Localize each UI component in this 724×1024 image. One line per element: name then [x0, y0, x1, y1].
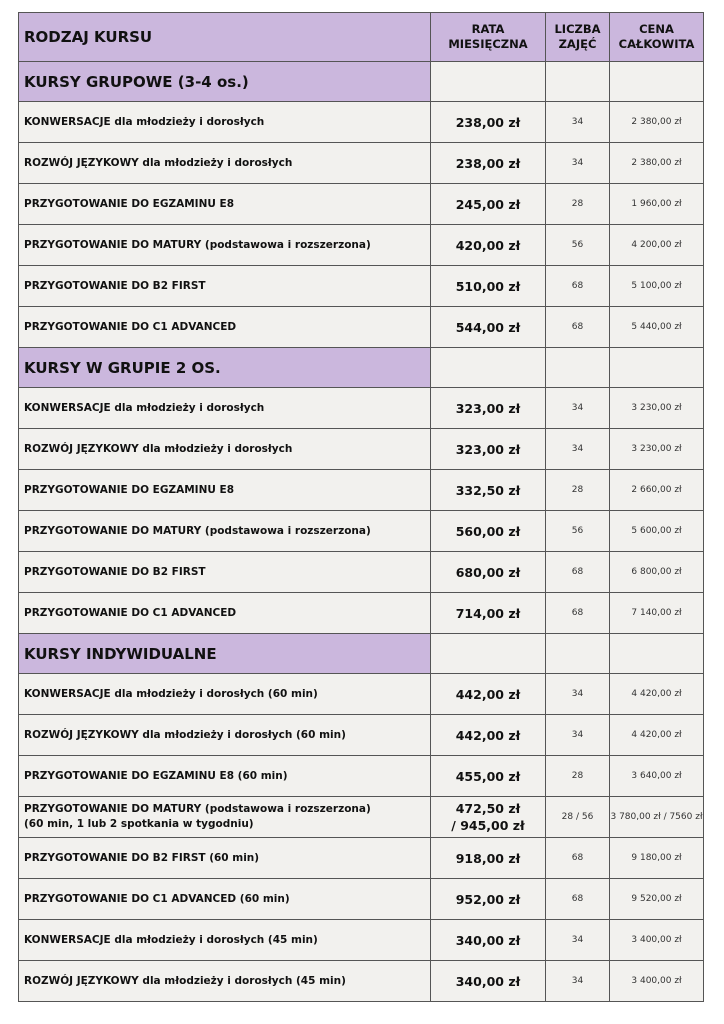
course-name: [19, 838, 431, 879]
header-course-type: RODZAJ KURSU: [19, 13, 431, 62]
course-name: [19, 184, 431, 225]
monthly-rate-line: 544,00 zł: [455, 319, 521, 335]
course-name-line: PRZYGOTOWANIE DO MATURY (podstawowa i rozszerzona): [24, 524, 371, 537]
header-lesson-count-line: LICZBA: [554, 22, 601, 36]
course-name-line: ROZWÓJ JĘZYKOWY dla młodzieży i dorosłych (45 min): [24, 974, 346, 987]
course-name-line: PRZYGOTOWANIE DO EGZAMINU E8: [24, 483, 235, 496]
header-monthly-rate-line: MIESIĘCZNA: [448, 37, 528, 51]
course-name-line: KONWERSACJE dla młodzieży i dorosłych (45 min): [24, 933, 318, 946]
total-price: 7 140,00 zł: [610, 593, 704, 634]
course-name-line: PRZYGOTOWANIE DO B2 FIRST: [24, 565, 206, 578]
monthly-rate: [431, 552, 546, 593]
total-price: 3 400,00 zł: [610, 920, 704, 961]
monthly-rate-line: 952,00 zł: [455, 891, 521, 907]
monthly-rate-line: / 945,00 zł: [451, 818, 525, 833]
course-name: [19, 593, 431, 634]
table-row: [19, 388, 704, 429]
monthly-rate: [431, 715, 546, 756]
header-monthly-rate: [431, 13, 546, 62]
course-name: [19, 797, 431, 838]
course-name-line: KONWERSACJE dla młodzieży i dorosłych (60 min): [24, 687, 318, 700]
section-blank-cell: [431, 634, 546, 674]
monthly-rate: [431, 307, 546, 348]
monthly-rate: [431, 143, 546, 184]
monthly-rate-line: 340,00 zł: [455, 932, 521, 948]
lesson-count: 34: [546, 429, 610, 470]
lesson-count: 68: [546, 838, 610, 879]
total-price: 4 420,00 zł: [610, 715, 704, 756]
monthly-rate: [431, 266, 546, 307]
course-name-line: PRZYGOTOWANIE DO B2 FIRST (60 min): [24, 851, 260, 864]
monthly-rate: [431, 102, 546, 143]
lesson-count: 68: [546, 552, 610, 593]
header-total-price-line: CENA: [639, 22, 674, 36]
table-row: [19, 552, 704, 593]
monthly-rate: [431, 511, 546, 552]
lesson-count: 28: [546, 756, 610, 797]
course-name: [19, 429, 431, 470]
course-name-line: PRZYGOTOWANIE DO MATURY (podstawowa i rozszerzona): [24, 238, 371, 251]
course-name-line: ROZWÓJ JĘZYKOWY dla młodzieży i dorosłych: [24, 156, 293, 169]
table-row: [19, 184, 704, 225]
monthly-rate: [431, 388, 546, 429]
course-name: [19, 552, 431, 593]
course-name-line: PRZYGOTOWANIE DO EGZAMINU E8 (60 min): [24, 769, 288, 782]
course-name-line: PRZYGOTOWANIE DO C1 ADVANCED (60 min): [24, 892, 290, 905]
section-blank-cell: [546, 62, 610, 102]
total-price: 4 200,00 zł: [610, 225, 704, 266]
course-name-line: PRZYGOTOWANIE DO EGZAMINU E8: [24, 197, 235, 210]
course-name: [19, 470, 431, 511]
course-name-line: ROZWÓJ JĘZYKOWY dla młodzieży i dorosłych: [24, 442, 293, 455]
table-row: [19, 674, 704, 715]
total-price: 9 180,00 zł: [610, 838, 704, 879]
table-row: [19, 225, 704, 266]
course-name: [19, 756, 431, 797]
monthly-rate-line: 442,00 zł: [455, 686, 521, 702]
monthly-rate-line: 510,00 zł: [455, 278, 521, 294]
course-name: [19, 715, 431, 756]
total-price: 2 380,00 zł: [610, 102, 704, 143]
section-blank-cell: [546, 348, 610, 388]
header-total-price: [610, 13, 704, 62]
total-price: 9 520,00 zł: [610, 879, 704, 920]
course-name: [19, 674, 431, 715]
header-lesson-count: [546, 13, 610, 62]
monthly-rate: [431, 797, 546, 838]
section-row: [19, 62, 704, 102]
total-price: 3 400,00 zł: [610, 961, 704, 1002]
course-name-line: KONWERSACJE dla młodzieży i dorosłych: [24, 401, 265, 414]
lesson-count: 34: [546, 920, 610, 961]
header-total-price-line: CAŁKOWITA: [618, 37, 695, 51]
header-lesson-count-line: ZAJĘĆ: [558, 37, 597, 51]
section-blank-cell: [610, 348, 704, 388]
monthly-rate-line: 238,00 zł: [455, 114, 521, 130]
monthly-rate-line: 245,00 zł: [455, 196, 521, 212]
total-price: 5 600,00 zł: [610, 511, 704, 552]
course-name-line: (60 min, 1 lub 2 spotkania w tygodniu): [24, 818, 254, 830]
lesson-count: 34: [546, 961, 610, 1002]
section-blank-cell: [610, 62, 704, 102]
monthly-rate: [431, 429, 546, 470]
monthly-rate-line: 714,00 zł: [455, 605, 521, 621]
total-price: 6 800,00 zł: [610, 552, 704, 593]
monthly-rate-line: 332,50 zł: [455, 482, 521, 498]
course-name: [19, 961, 431, 1002]
monthly-rate: [431, 674, 546, 715]
total-price: 1 960,00 zł: [610, 184, 704, 225]
total-price: 5 100,00 zł: [610, 266, 704, 307]
course-name: [19, 266, 431, 307]
lesson-count: 34: [546, 102, 610, 143]
total-price: 5 440,00 zł: [610, 307, 704, 348]
course-name: [19, 879, 431, 920]
table-row: [19, 756, 704, 797]
monthly-rate: [431, 920, 546, 961]
monthly-rate: [431, 756, 546, 797]
monthly-rate: [431, 879, 546, 920]
monthly-rate: [431, 961, 546, 1002]
course-name: [19, 388, 431, 429]
section-title: KURSY GRUPOWE (3-4 os.): [19, 62, 431, 102]
table-row: [19, 429, 704, 470]
lesson-count: 28: [546, 470, 610, 511]
table-row: [19, 920, 704, 961]
header-monthly-rate-line: RATA: [471, 22, 505, 36]
monthly-rate: [431, 184, 546, 225]
section-title: KURSY W GRUPIE 2 OS.: [19, 348, 431, 388]
course-name: [19, 143, 431, 184]
table-row: [19, 511, 704, 552]
lesson-count: 34: [546, 715, 610, 756]
lesson-count: 68: [546, 593, 610, 634]
table-row: [19, 593, 704, 634]
section-blank-cell: [610, 634, 704, 674]
total-price: 2 660,00 zł: [610, 470, 704, 511]
section-blank-cell: [431, 348, 546, 388]
course-name-line: PRZYGOTOWANIE DO C1 ADVANCED: [24, 320, 237, 333]
course-name-line: PRZYGOTOWANIE DO B2 FIRST: [24, 279, 206, 292]
lesson-count: 34: [546, 143, 610, 184]
total-price: 3 230,00 zł: [610, 388, 704, 429]
course-name-line: PRZYGOTOWANIE DO C1 ADVANCED: [24, 606, 237, 619]
monthly-rate: [431, 838, 546, 879]
section-row: [19, 634, 704, 674]
lesson-count: 68: [546, 879, 610, 920]
total-price: 3 230,00 zł: [610, 429, 704, 470]
monthly-rate-line: 560,00 zł: [455, 523, 521, 539]
course-name-line: ROZWÓJ JĘZYKOWY dla młodzieży i dorosłych (60 min): [24, 728, 346, 741]
monthly-rate-line: 420,00 zł: [455, 237, 521, 253]
total-price: 3 640,00 zł: [610, 756, 704, 797]
table-row: [19, 838, 704, 879]
lesson-count: 56: [546, 225, 610, 266]
lesson-count: 28: [546, 184, 610, 225]
monthly-rate-line: 323,00 zł: [455, 441, 521, 457]
monthly-rate-line: 442,00 zł: [455, 727, 521, 743]
course-name-line: PRZYGOTOWANIE DO MATURY (podstawowa i rozszerzona): [24, 803, 371, 815]
section-title: KURSY INDYWIDUALNE: [19, 634, 431, 674]
course-name: [19, 511, 431, 552]
section-row: [19, 348, 704, 388]
table-row: [19, 470, 704, 511]
table-row: [19, 797, 704, 838]
table-row: [19, 961, 704, 1002]
monthly-rate-line: 455,00 zł: [455, 768, 521, 784]
total-price: 2 380,00 zł: [610, 143, 704, 184]
monthly-rate-line: 472,50 zł: [455, 801, 521, 816]
course-name-line: KONWERSACJE dla młodzieży i dorosłych: [24, 115, 265, 128]
lesson-count: 28 / 56: [546, 797, 610, 838]
course-name: [19, 920, 431, 961]
lesson-count: 68: [546, 266, 610, 307]
course-name: [19, 102, 431, 143]
total-price: 4 420,00 zł: [610, 674, 704, 715]
table-row: [19, 307, 704, 348]
table-row: [19, 102, 704, 143]
monthly-rate-line: 323,00 zł: [455, 400, 521, 416]
section-blank-cell: [431, 62, 546, 102]
monthly-rate: [431, 593, 546, 634]
section-blank-cell: [546, 634, 610, 674]
price-table: [18, 12, 704, 1002]
course-name: [19, 225, 431, 266]
course-name: [19, 307, 431, 348]
monthly-rate-line: 340,00 zł: [455, 973, 521, 989]
lesson-count: 56: [546, 511, 610, 552]
lesson-count: 34: [546, 388, 610, 429]
table-row: [19, 266, 704, 307]
monthly-rate: [431, 225, 546, 266]
total-price: 3 780,00 zł / 7560 zł: [610, 797, 704, 838]
price-table-body: [19, 13, 704, 1002]
monthly-rate: [431, 470, 546, 511]
table-row: [19, 143, 704, 184]
monthly-rate-line: 918,00 zł: [455, 850, 521, 866]
lesson-count: 34: [546, 674, 610, 715]
monthly-rate-line: 680,00 zł: [455, 564, 521, 580]
lesson-count: 68: [546, 307, 610, 348]
table-row: [19, 715, 704, 756]
monthly-rate-line: 238,00 zł: [455, 155, 521, 171]
table-row: [19, 879, 704, 920]
table-header: [19, 13, 704, 62]
